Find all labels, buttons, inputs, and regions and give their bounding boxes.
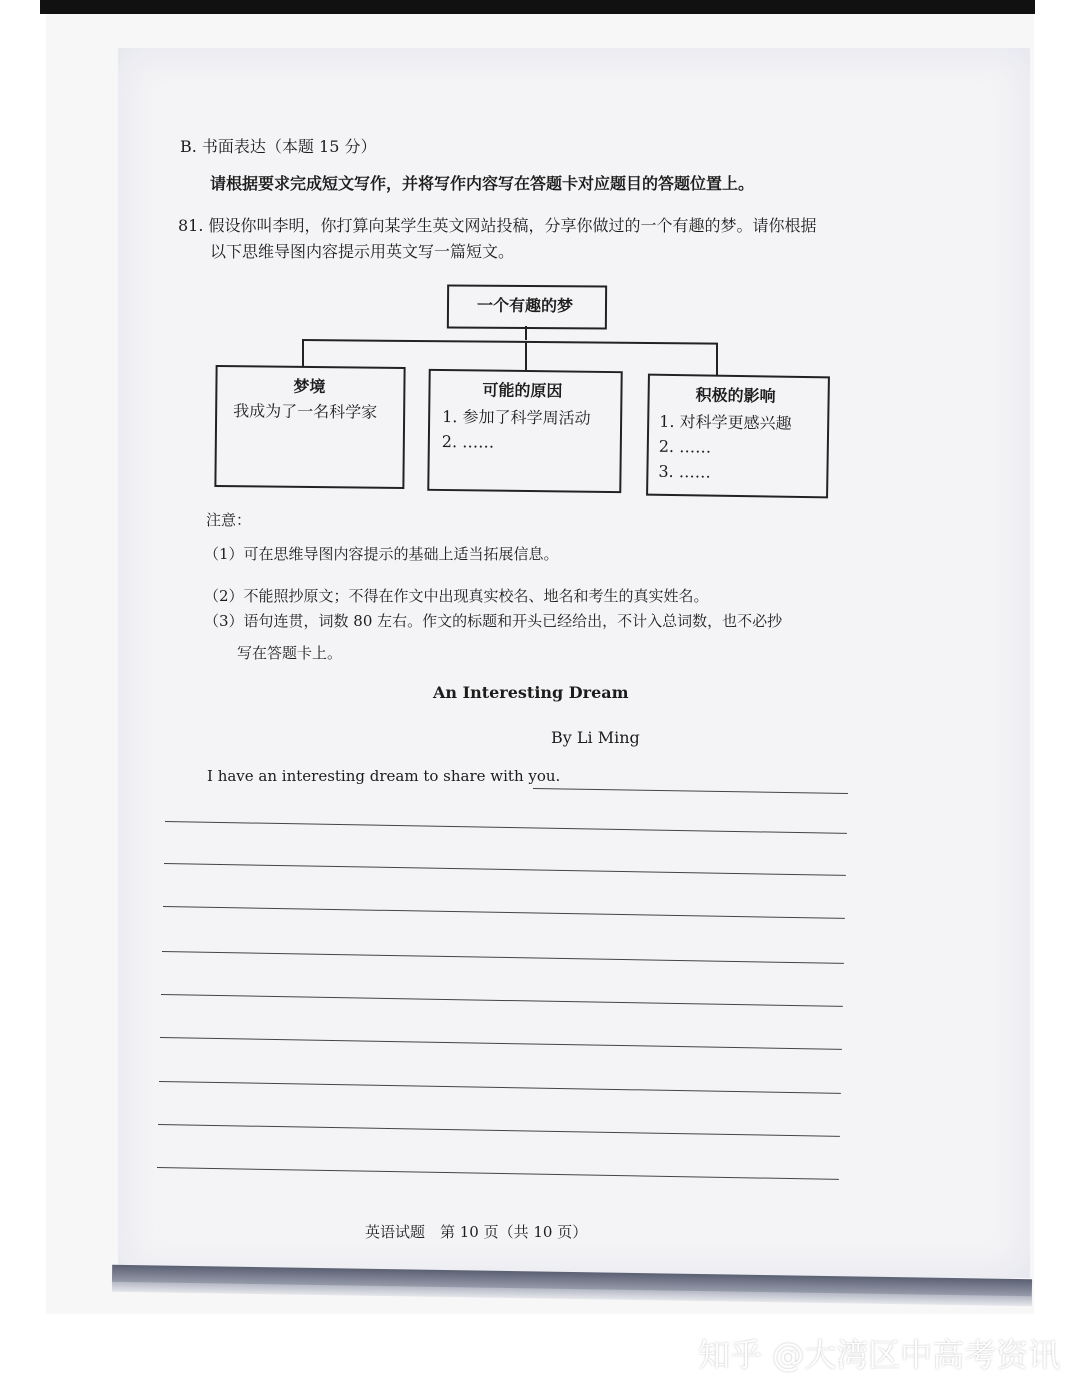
mindmap-branch-dream: [214, 365, 405, 489]
mindmap-branch-reasons: [427, 369, 622, 493]
question-prompt-line-2: 以下思维导图内容提示用英文写一篇短文。: [210, 242, 515, 261]
branch-item: 2. ……: [658, 436, 712, 457]
mindmap-connector-left: [302, 339, 304, 367]
note-item-3: （3）语句连贯，词数 80 左右。作文的标题和开头已经给出，不计入总词数，也不必抄: [204, 612, 783, 630]
section-heading: B. 书面表达（本题 15 分）: [180, 137, 377, 156]
note-item-2: （2）不能照抄原文；不得在作文中出现真实校名、地名和考生的真实姓名。: [204, 587, 709, 605]
essay-opening-sentence: I have an interesting dream to share with you.: [207, 767, 561, 785]
essay-byline: By Li Ming: [551, 728, 640, 747]
section-instruction: 请根据要求完成短文写作，并将写作内容写在答题卡对应题目的答题位置上。: [210, 174, 755, 193]
mindmap-root-box: [447, 284, 607, 329]
branch-heading: 积极的影响: [695, 385, 776, 406]
note-item-3-cont: 写在答题卡上。: [237, 644, 343, 662]
branch-heading: 可能的原因: [482, 380, 563, 401]
branch-item: 3. ……: [658, 461, 711, 482]
mindmap-connector-stem: [525, 326, 527, 340]
mindmap-branch-effects: [646, 374, 830, 499]
note-item-1: （1）可在思维导图内容提示的基础上适当拓展信息。: [204, 545, 559, 563]
essay-title: An Interesting Dream: [433, 683, 629, 702]
mindmap-root-label: 一个有趣的梦: [476, 295, 574, 316]
mindmap-connector-middle: [525, 341, 527, 371]
branch-item: 1. 参加了科学周活动: [442, 406, 591, 428]
scan-top-edge: [40, 0, 1035, 14]
branch-item: 我成为了一名科学家: [233, 401, 378, 422]
notes-label: 注意：: [206, 511, 252, 529]
branch-heading: 梦境: [293, 376, 326, 397]
mindmap-connector-right: [716, 343, 718, 376]
watermark-text: 知乎 @大湾区中高考资讯: [698, 1336, 1061, 1374]
question-prompt-line-1: 81. 假设你叫李明，你打算向某学生英文网站投稿，分享你做过的一个有趣的梦。请你根据: [178, 216, 817, 235]
branch-item: 2. ……: [441, 431, 495, 452]
branch-item: 1. 对科学更感兴趣: [659, 411, 792, 433]
page-footer: 英语试题 第 10 页（共 10 页）: [365, 1223, 588, 1241]
